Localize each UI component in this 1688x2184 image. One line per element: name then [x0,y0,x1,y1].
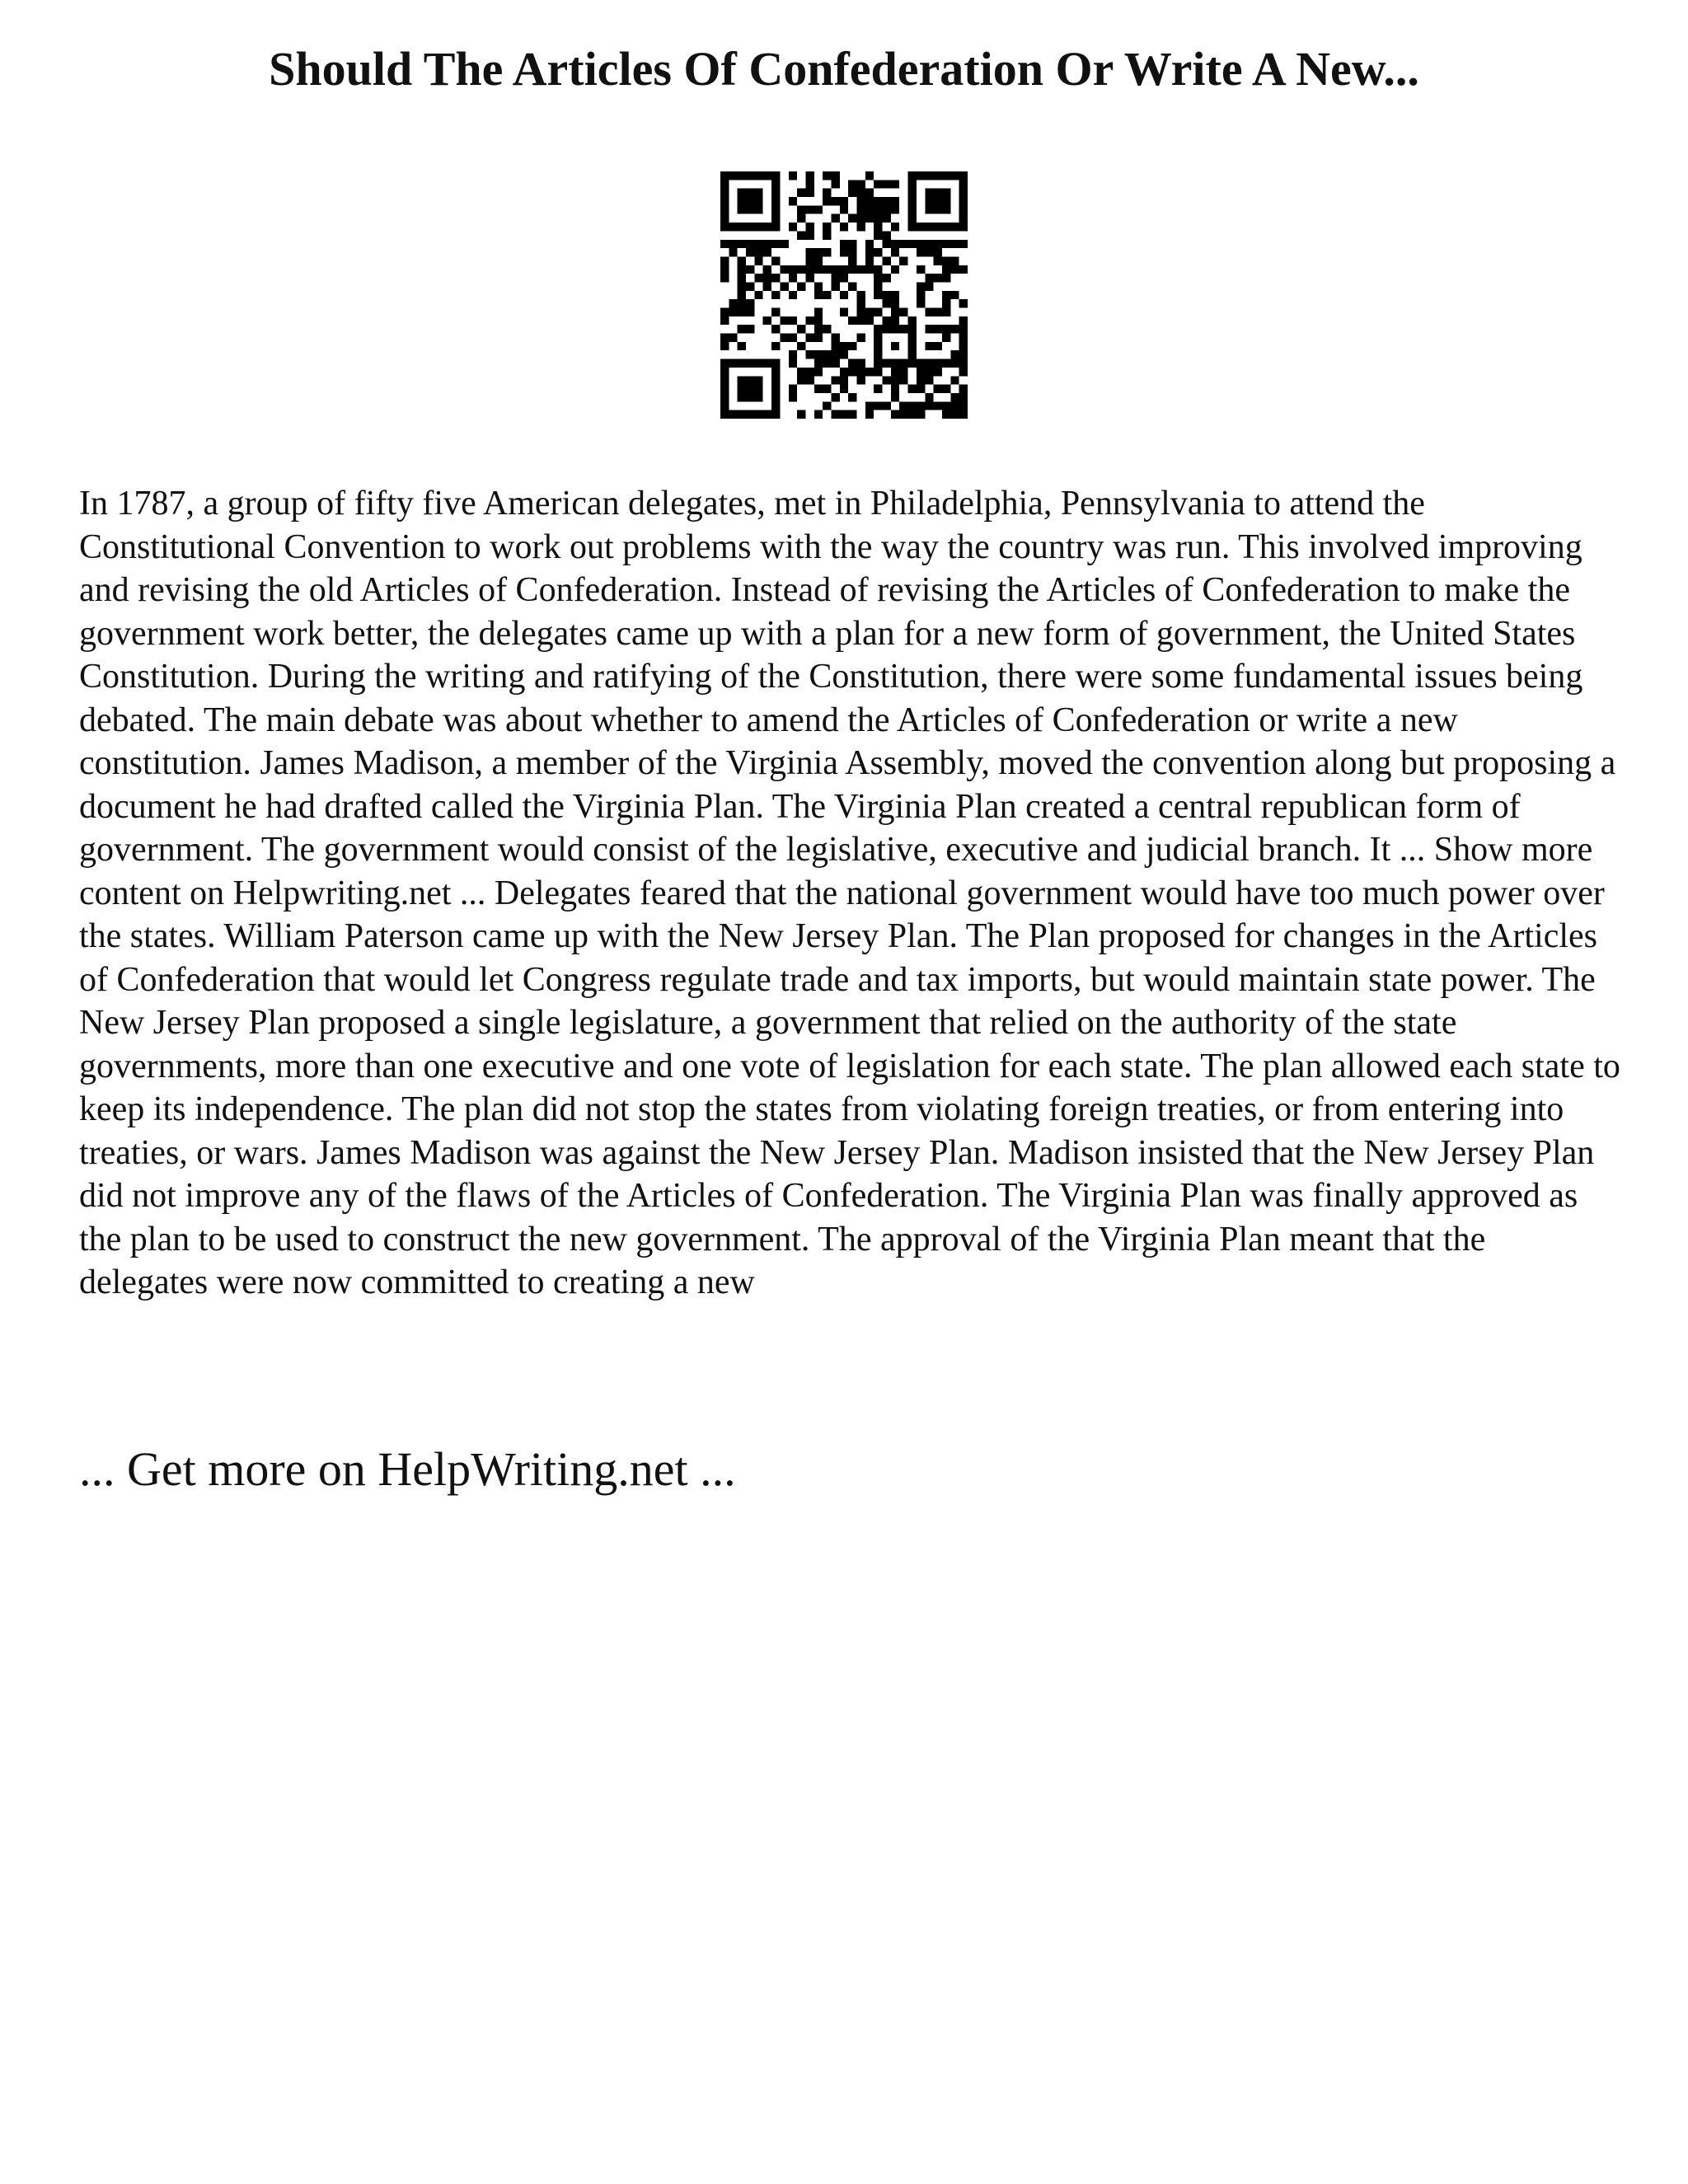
qr-code-graphic [720,171,968,419]
qr-code-icon[interactable] [720,171,968,419]
article-body: In 1787, a group of fifty five American delegates, met in Philadelphia, Pennsylvania to attend the Constitutional Convention to work out problems with the way the country was run. This involved improving and revising the old Articles of Confederation. Instead of revising the Articles of Confederation to make the government work better, the delegates came up with a plan for a new form of government, the United States Constitution. During the writing and ratifying of the Constitution, there were some fundamental issues being debated. The main debate was about whether to amend the Articles of Confederation or write a new constitution. James Madison, a member of the Virginia Assembly, moved the convention along but proposing a document he had drafted called the Virginia Plan. The Virginia Plan created a central republican form of government. The government would consist of the legislative, executive and judicial branch. It ... Show more content on Helpwriting.net ... Delegates feared that the national government would have too much power over the states. William Paterson came up with the New Jersey Plan. The Plan proposed for changes in the Articles of Confederation that would let Congress regulate trade and tax imports, but would maintain state power. The New Jersey Plan proposed a single legislature, a government that relied on the authority of the state governments, more than one executive and one vote of legislation for each state. The plan allowed each state to keep its independence. The plan did not stop the states from violating foreign treaties, or from entering into treaties, or wars. James Madison was against the New Jersey Plan. Madison insisted that the New Jersey Plan did not improve any of the flaws of the Articles of Confederation. The Virginia Plan was finally approved as the plan to be used to construct the new government. The approval of the Virginia Plan meant that the delegates were now committed to creating a new [79,485,1620,1301]
page-title: Should The Articles Of Confederation Or Write A New... [269,42,1419,96]
get-more-link[interactable]: ... Get more on HelpWriting.net ... [79,1442,736,1496]
